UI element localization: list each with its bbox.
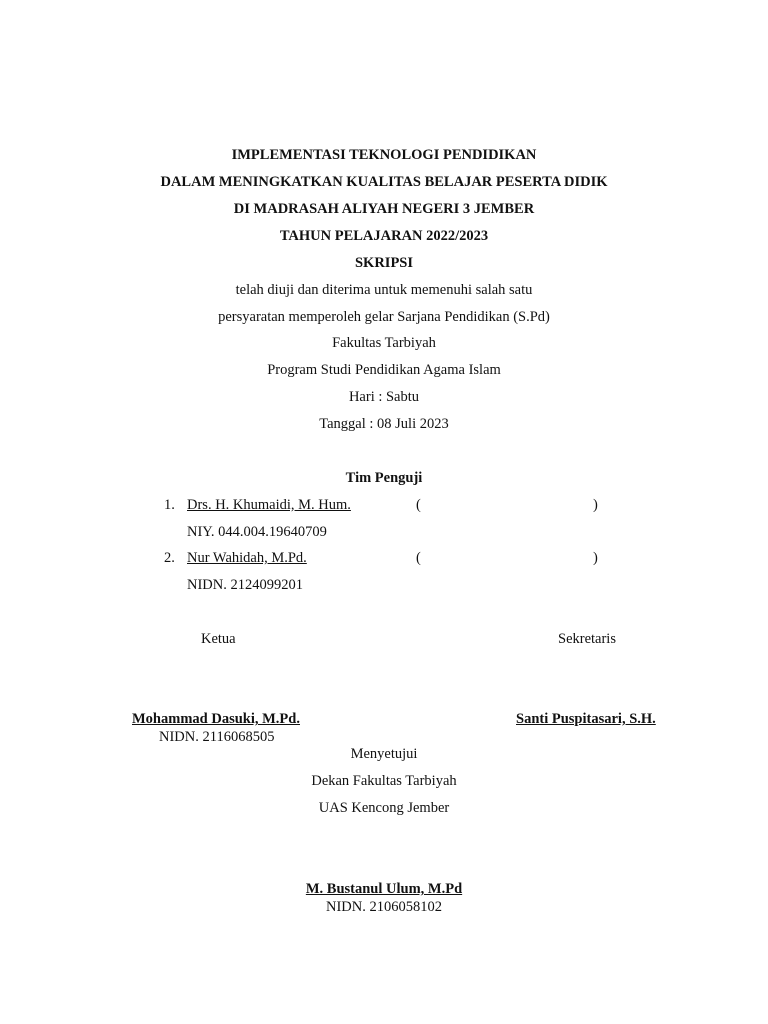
ketua-label: Ketua bbox=[201, 631, 236, 647]
statement-line-2: persyaratan memperoleh gelar Sarjana Pendidikan (S.Pd) bbox=[218, 309, 550, 325]
approval-line-3: UAS Kencong Jember bbox=[318, 800, 450, 816]
examiner-id: NIDN. 2124099201 bbox=[187, 577, 303, 593]
examiner-id: NIY. 044.004.19640709 bbox=[187, 524, 327, 540]
dean-id: NIDN. 2106058102 bbox=[326, 899, 442, 915]
examiner-number: 1. bbox=[164, 497, 175, 513]
signature-paren-open: ( bbox=[416, 497, 421, 513]
dean-name-text: M. Bustanul Ulum, M.Pd bbox=[305, 881, 463, 897]
date-line: Tanggal : 08 Juli 2023 bbox=[319, 416, 449, 432]
approval-line-1: Menyetujui bbox=[350, 746, 418, 762]
examiners-heading: Tim Penguji bbox=[345, 470, 423, 486]
examiner-number: 2. bbox=[164, 550, 175, 566]
document-type: SKRIPSI bbox=[354, 255, 414, 271]
examiner-name: Nur Wahidah, M.Pd. bbox=[187, 550, 307, 566]
signature-paren-close: ) bbox=[593, 550, 598, 566]
sekretaris-label: Sekretaris bbox=[558, 631, 616, 647]
title-line-1: IMPLEMENTASI TEKNOLOGI PENDIDIKAN bbox=[231, 147, 537, 163]
title-line-2: DALAM MENINGKATKAN KUALITAS BELAJAR PESERTA DIDIK bbox=[160, 174, 608, 190]
sekretaris-name: Santi Puspitasari, S.H. bbox=[516, 711, 656, 727]
title-line-4: TAHUN PELAJARAN 2022/2023 bbox=[279, 228, 489, 244]
signature-paren-close: ) bbox=[593, 497, 598, 513]
dean-name bbox=[0, 880, 768, 898]
title-line-3: DI MADRASAH ALIYAH NEGERI 3 JEMBER bbox=[233, 201, 535, 217]
examiner-name: Drs. H. Khumaidi, M. Hum. bbox=[187, 497, 351, 513]
faculty-line: Fakultas Tarbiyah bbox=[332, 335, 436, 351]
signature-paren-open: ( bbox=[416, 550, 421, 566]
ketua-id: NIDN. 2116068505 bbox=[159, 729, 275, 745]
statement-line-1: telah diuji dan diterima untuk memenuhi salah satu bbox=[235, 282, 533, 298]
ketua-name: Mohammad Dasuki, M.Pd. bbox=[132, 711, 300, 727]
approval-line-2: Dekan Fakultas Tarbiyah bbox=[311, 773, 457, 789]
day-line: Hari : Sabtu bbox=[348, 389, 420, 405]
study-program-line: Program Studi Pendidikan Agama Islam bbox=[267, 362, 501, 378]
